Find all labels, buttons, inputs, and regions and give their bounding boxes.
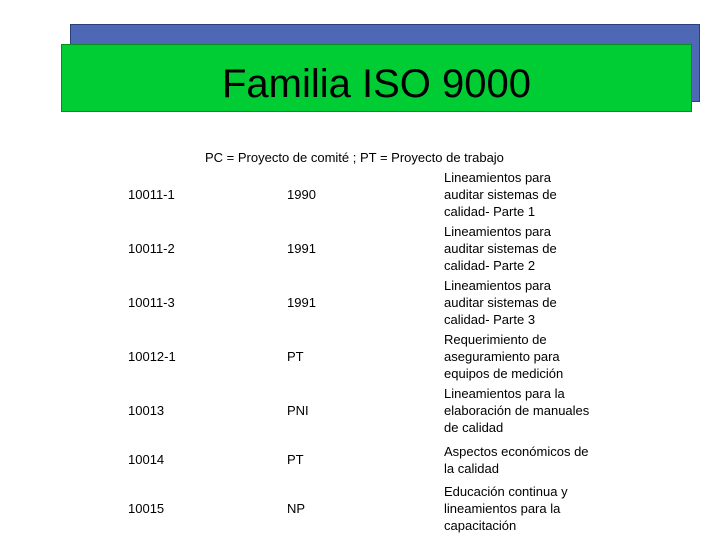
row-description [444,483,614,534]
row-year: 1991 [287,241,316,256]
row-year: 1991 [287,295,316,310]
row-code: 10013 [128,403,165,418]
row-code: 10011-3 [128,295,175,310]
row-year: 1990 [287,187,316,202]
description-line: Educación continua y [444,484,568,499]
description-line: Lineamientos para [444,224,551,239]
description-line: auditar sistemas de [444,187,557,202]
description-line: Lineamientos para [444,170,551,185]
row-year: PT [287,349,304,364]
description-line: lineamientos para la [444,501,561,516]
row-code: 10011-1 [128,187,175,202]
description-line: Lineamientos para [444,278,551,293]
description-line: aseguramiento para [444,349,560,364]
description-line: Requerimiento de [444,332,547,347]
row-code: 10014 [128,452,165,467]
description-line: auditar sistemas de [444,241,557,256]
description-line: capacitación [444,518,517,533]
row-year: PT [287,452,304,467]
description-line: calidad- Parte 2 [444,258,536,273]
description-line: Lineamientos para la [444,386,565,401]
row-description [444,169,614,220]
row-year: NP [287,501,306,516]
description-line: la calidad [444,461,499,476]
description-line: Aspectos económicos de [444,444,589,459]
row-code: 10015 [128,501,165,516]
row-description [444,443,614,477]
row-description [444,277,614,328]
description-line: equipos de medición [444,366,564,381]
legend-text: PC = Proyecto de comité ; PT = Proyecto de trabajo [205,150,504,165]
description-line: elaboración de manuales [444,403,590,418]
row-description [444,385,614,436]
description-line: calidad- Parte 3 [444,312,536,327]
row-description [444,223,614,274]
description-line: auditar sistemas de [444,295,557,310]
slide-title: Familia ISO 9000 [221,62,532,106]
row-code: 10011-2 [128,241,175,256]
row-year: PNI [287,403,309,418]
row-code: 10012-1 [128,349,176,364]
description-line: de calidad [444,420,504,435]
description-line: calidad- Parte 1 [444,204,536,219]
row-description [444,331,614,382]
